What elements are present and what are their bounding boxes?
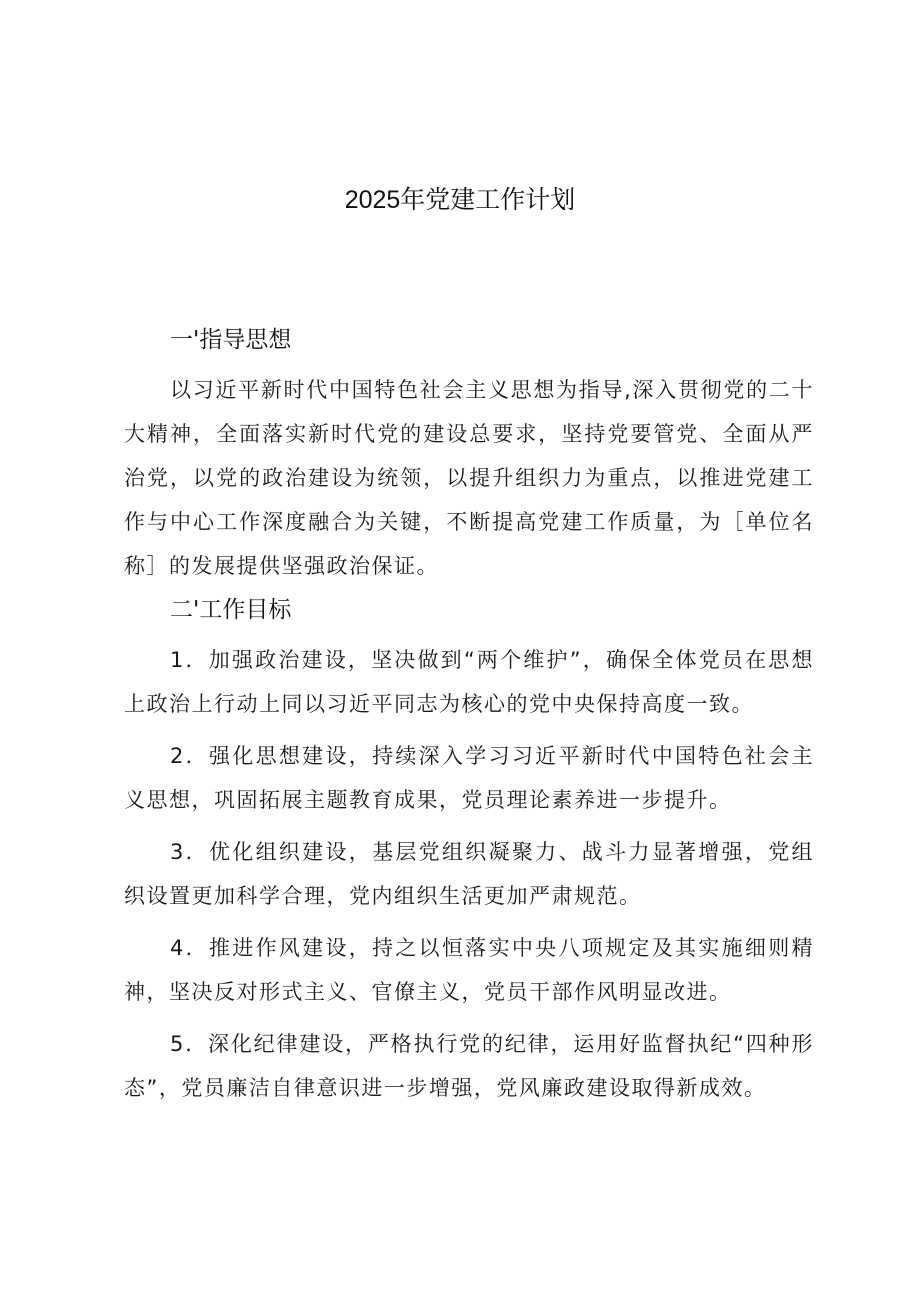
document-body [124, 322, 814, 1118]
goal-item-2: 2．强化思想建设，持续深入学习习近平新时代中国特色社会主义思想，巩固拓展主题教育成果，党员理论素养进一步提升。 [124, 744, 814, 812]
goal-item-3: 3．优化组织建设，基层党组织凝聚力、战斗力显著增强，党组织设置更加科学合理，党内组织生活更加严肃规范。 [124, 840, 814, 908]
section-heading-work-goals: 二'工作目标 [170, 597, 292, 623]
guiding-ideology-paragraph: 以习近平新时代中国特色社会主义思想为指导,深入贯彻党的二十大精神，全面落实新时代党的建设总要求，坚持党要管党、全面从严治党，以党的政治建设为统领，以提升组织力为重点，以推进党建工作与中心工作深度融合为关键，不断提高党建工作质量，为［单位名称］的发展提供坚强政治保证。 [124, 378, 814, 578]
document-title: 2025年党建工作计划 [344, 186, 576, 214]
section-heading-guiding-ideology: 一'指导思想 [170, 327, 292, 353]
goal-item-4: 4．推进作风建设，持之以恒落实中央八项规定及其实施细则精神，坚决反对形式主义、官僚主义，党员干部作风明显改进。 [124, 936, 814, 1004]
goal-item-1: 1．加强政治建设，坚决做到“两个维护”，确保全体党员在思想上政治上行动上同以习近平同志为核心的党中央保持高度一致。 [124, 648, 814, 716]
goal-item-5: 5．深化纪律建设，严格执行党的纪律，运用好监督执纪“四种形态”，党员廉洁自律意识进一步增强，党风廉政建设取得新成效。 [124, 1032, 814, 1100]
